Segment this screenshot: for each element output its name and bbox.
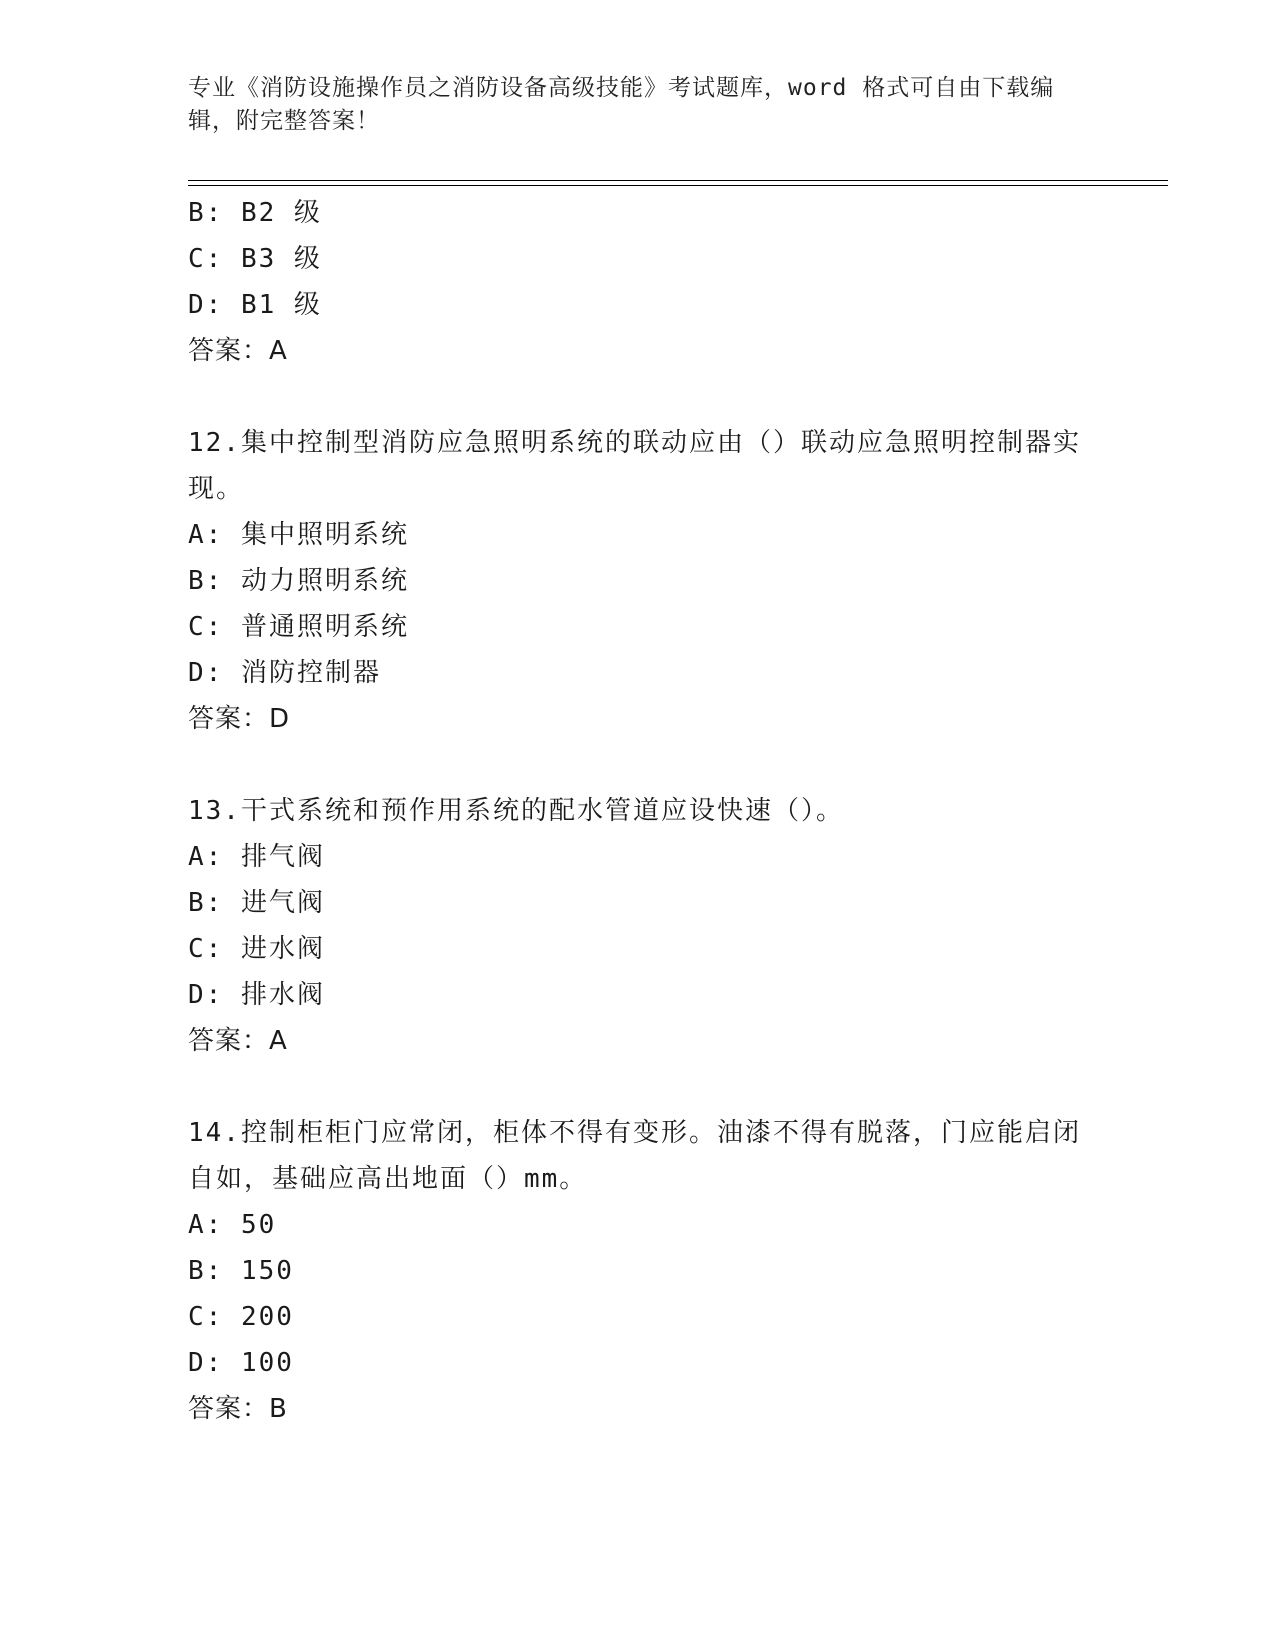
header-divider-second	[188, 185, 1168, 186]
option-b: B: 进气阀	[188, 888, 325, 918]
option-b: B: 动力照明系统	[188, 566, 409, 596]
question-stem: 12.集中控制型消防应急照明系统的联动应由（）联动应急照明控制器实现。	[188, 428, 1081, 504]
option-a: A: 50	[188, 1210, 277, 1240]
question-12	[188, 420, 1088, 742]
answer-line: 答案：B	[188, 1394, 288, 1424]
spacer	[188, 1064, 1088, 1110]
option-c: C: 进水阀	[188, 934, 325, 964]
option-a: A: 排气阀	[188, 842, 325, 872]
option-d: D: 100	[188, 1348, 294, 1378]
question-13	[188, 788, 1088, 1064]
option-b: B: B2 级	[188, 198, 322, 228]
option-b: B: 150	[188, 1256, 294, 1286]
spacer	[188, 374, 1088, 420]
option-c: C: 200	[188, 1302, 294, 1332]
question-stem: 13.干式系统和预作用系统的配水管道应设快速（）。	[188, 796, 844, 826]
option-d: D: 消防控制器	[188, 658, 381, 688]
option-c: C: B3 级	[188, 244, 322, 274]
question-stem: 14.控制柜柜门应常闭，柜体不得有变形。油漆不得有脱落，门应能启闭自如，基础应高出地面（）mm。	[188, 1118, 1081, 1194]
option-d: D: B1 级	[188, 290, 322, 320]
option-c: C: 普通照明系统	[188, 612, 409, 642]
spacer	[188, 742, 1088, 788]
answer-line: 答案：D	[188, 704, 291, 734]
option-d: D: 排水阀	[188, 980, 325, 1010]
header-divider	[188, 180, 1168, 181]
question-list	[188, 190, 1088, 1432]
option-a: A: 集中照明系统	[188, 520, 409, 550]
answer-line: 答案：A	[188, 1026, 288, 1056]
answer-line: 答案：A	[188, 336, 288, 366]
document-header: 专业《消防设施操作员之消防设备高级技能》考试题库，word 格式可自由下载编辑，附完整答案！	[188, 75, 1055, 134]
question-continued	[188, 190, 1088, 374]
question-14	[188, 1110, 1088, 1432]
